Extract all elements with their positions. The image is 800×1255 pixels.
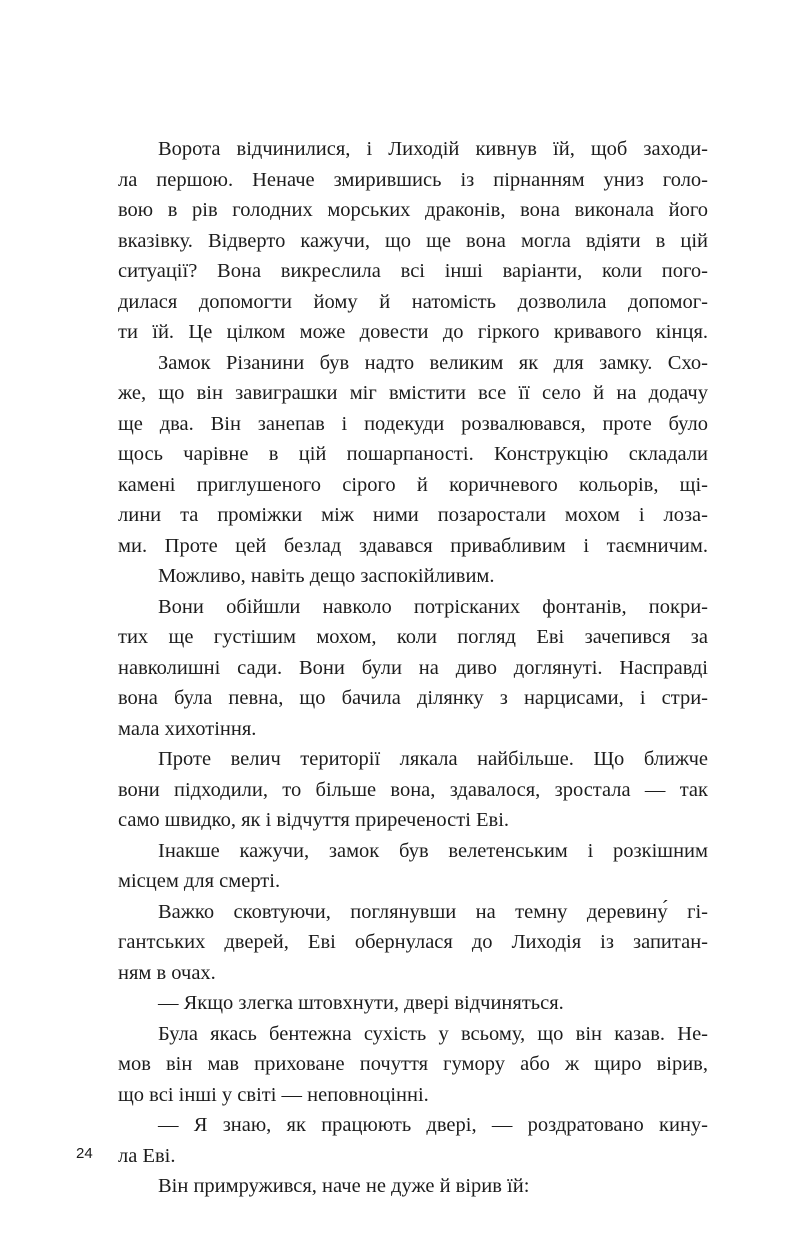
text-line: Ворота відчинилися, і Лиходій кивнув їй, щоб заходи- — [158, 138, 708, 160]
text-line: вою в рів голодних морських драконів, вона виконала його — [118, 199, 708, 221]
text-line: Важко сковтуючи, поглянувши на темну деревину́ гі- — [158, 900, 708, 923]
text-line: Він примружився, наче не дуже й вірив їй: — [158, 1175, 530, 1197]
text-line: що всі інші у світі — неповноцінні. — [118, 1083, 429, 1106]
text-line: місцем для смерті. — [118, 870, 281, 892]
text-line: — Я знаю, як працюють двері, — роздратовано кину- — [158, 1114, 708, 1136]
text-line: вона була певна, що бачила ділянку з нарцисами, і стри- — [118, 687, 708, 709]
text-line: гантських дверей, Еві обернулася до Лиходія із запитан- — [118, 931, 708, 953]
text-line: Інакше кажучи, замок був велетенським і розкішним — [158, 839, 708, 862]
text-line: ла Еві. — [118, 1144, 176, 1167]
text-line: вказівку. Відверто кажучи, що ще вона могла вдіяти в цій — [118, 229, 708, 252]
text-line: само швидко, як і відчуття приреченості Еві. — [118, 809, 510, 831]
text-line: ти їй. Це цілком може довести до гіркого кривавого кінця. — [118, 321, 708, 343]
text-line: мов він мав приховане почуття гумору або ж щиро вірив, — [118, 1053, 708, 1075]
text-line: тих ще густішим мохом, коли погляд Еві зачепився за — [118, 626, 708, 648]
text-line: ми. Проте цей безлад здавався привабливим і таємничим. — [118, 534, 708, 557]
text-line: навколишні сади. Вони були на диво доглянуті. Насправді — [118, 656, 708, 679]
text-line: ще два. Він занепав і подекуди розвалювався, проте було — [118, 412, 708, 435]
text-line: Була якась бентежна сухість у всьому, що він казав. Не- — [158, 1022, 708, 1045]
text-line: щось чарівне в цій пошарпаності. Конструкцію складали — [118, 443, 708, 465]
text-line: — Якщо злегка штовхнути, двері відчиняться. — [158, 992, 564, 1014]
text-line: камені приглушеного сірого й коричневого кольорів, щі- — [118, 473, 708, 496]
page-number: 24 — [76, 1145, 93, 1162]
text-line: ситуації? Вона викреслила всі інші варіанти, коли пого- — [118, 260, 708, 282]
body-text — [118, 134, 708, 1202]
text-line: вони підходили, то більше вона, здавалося, зростала — так — [118, 778, 708, 801]
text-line: Можливо, навіть дещо заспокійливим. — [158, 565, 495, 587]
text-line: Проте велич території лякала найбільше. Що ближче — [158, 748, 708, 770]
text-line: же, що він завиграшки міг вмістити все її село й на додачу — [118, 382, 708, 404]
text-line: ла першою. Неначе змирившись із пірнанням униз голо- — [118, 168, 708, 191]
text-line: мала хихотіння. — [118, 717, 257, 740]
text-line: ням в очах. — [118, 961, 216, 984]
text-line: дилася допомогти йому й натомість дозволила допомог- — [118, 290, 708, 313]
text-line: Вони обійшли навколо потрісканих фонтанів, покри- — [158, 595, 708, 618]
text-line: Замок Різанини був надто великим як для замку. Схо- — [158, 351, 708, 374]
text-line: лини та проміжки між ними позаростали мохом і лоза- — [118, 504, 708, 526]
